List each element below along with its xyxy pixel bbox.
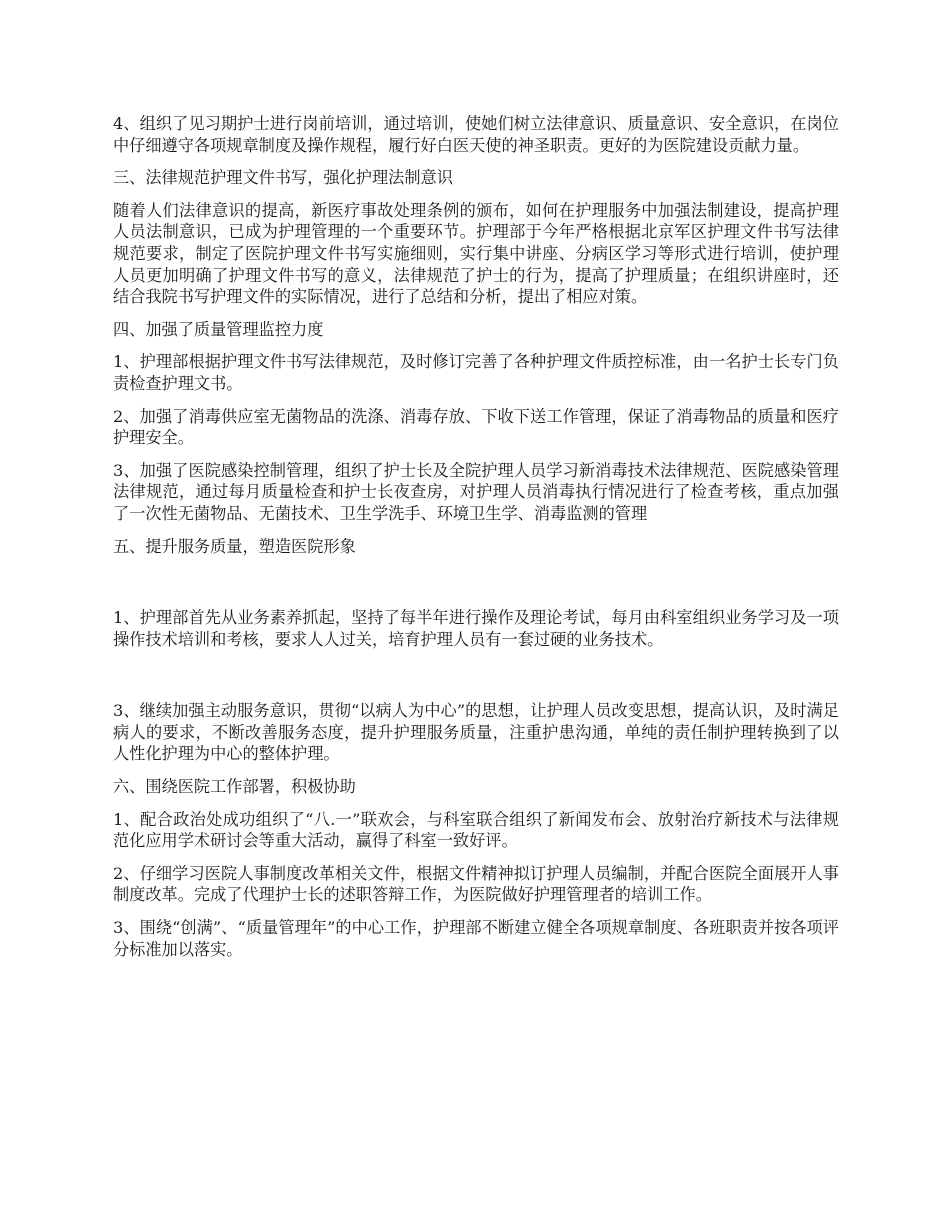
paragraph-support-3: 3、围绕“创满”、“质量管理年”的中心工作，护理部不断建立健全各项规章制度、各班职责并按各项评分标准加以落实。 <box>113 918 839 959</box>
document-body <box>113 113 839 971</box>
section-heading-6: 六、围绕医院工作部署，积极协助 <box>113 777 356 797</box>
section-heading-3: 三、法律规范护理文件书写，强化护理法制意识 <box>113 168 453 188</box>
paragraph-quality-1: 1、护理部根据护理文件书写法律规范，及时修订完善了各种护理文件质控标准，由一名护士长专门负责检查护理文书。 <box>113 352 839 393</box>
section-heading-4: 四、加强了质量管理监控力度 <box>113 319 324 339</box>
blank-spacer <box>113 568 839 607</box>
section-heading-5: 五、提升服务质量，塑造医院形象 <box>113 536 356 556</box>
paragraph-quality-2: 2、加强了消毒供应室无菌物品的洗涤、消毒存放、下收下送工作管理，保证了消毒物品的质量和医疗护理安全。 <box>113 406 839 448</box>
paragraph-legal-writing: 随着人们法律意识的提高，新医疗事故处理条例的颁布，如何在护理服务中加强法制建设，提高护理人员法制意识，已成为护理管理的一个重要环节。护理部于今年严格根据北京军区护理文件书写法律规范要求，制定了医院护理文件书写实施细则，实行集中讲座、分病区学习等形式进行培训，使护理人员更加明确了护理文件书写的意义，法律规范了护士的行为，提高了护理质量；在组织讲座时，还结合我院书写护理文件的实际情况，进行了总结和分析，提出了相应对策。 <box>113 200 839 307</box>
paragraph-training: 4、组织了见习期护士进行岗前培训，通过培训，使她们树立法律意识、质量意识、安全意识，在岗位中仔细遵守各项规章制度及操作规程，履行好白医天使的神圣职责。更好的为医院建设贡献力量。 <box>113 114 839 155</box>
paragraph-service-1: 1、护理部首先从业务素养抓起，坚持了每半年进行操作及理论考试，每月由科室组织业务学习及一项操作技术培训和考核，要求人人过关，培育护理人员有一套过硬的业务技术。 <box>113 608 839 649</box>
paragraph-service-3: 3、继续加强主动服务意识，贯彻“以病人为中心”的思想，让护理人员改变思想，提高认识，及时满足病人的要求，不断改善服务态度，提升护理服务质量，注重护患沟通，单纯的责任制护理转换到了以人性化护理为中心的整体护理。 <box>113 701 839 764</box>
paragraph-support-1: 1、配合政治处成功组织了“八.一”联欢会，与科室联合组织了新闻发布会、放射治疗新技术与法律规范化应用学术研讨会等重大活动，赢得了科室一致好评。 <box>113 809 839 851</box>
paragraph-support-2: 2、仔细学习医院人事制度改革相关文件，根据文件精神拟订护理人员编制，并配合医院全面展开人事制度改革。完成了代理护士长的述职答辩工作，为医院做好护理管理者的培训工作。 <box>113 863 839 905</box>
blank-spacer <box>113 661 839 700</box>
paragraph-quality-3: 3、加强了医院感染控制管理，组织了护士长及全院护理人员学习新消毒技术法律规范、医院感染管理法律规范，通过每月质量检查和护士长夜查房，对护理人员消毒执行情况进行了检查考核，重点加强了一次性无菌物品、无菌技术、卫生学洗手、环境卫生学、消毒监测的管理 <box>113 460 839 523</box>
